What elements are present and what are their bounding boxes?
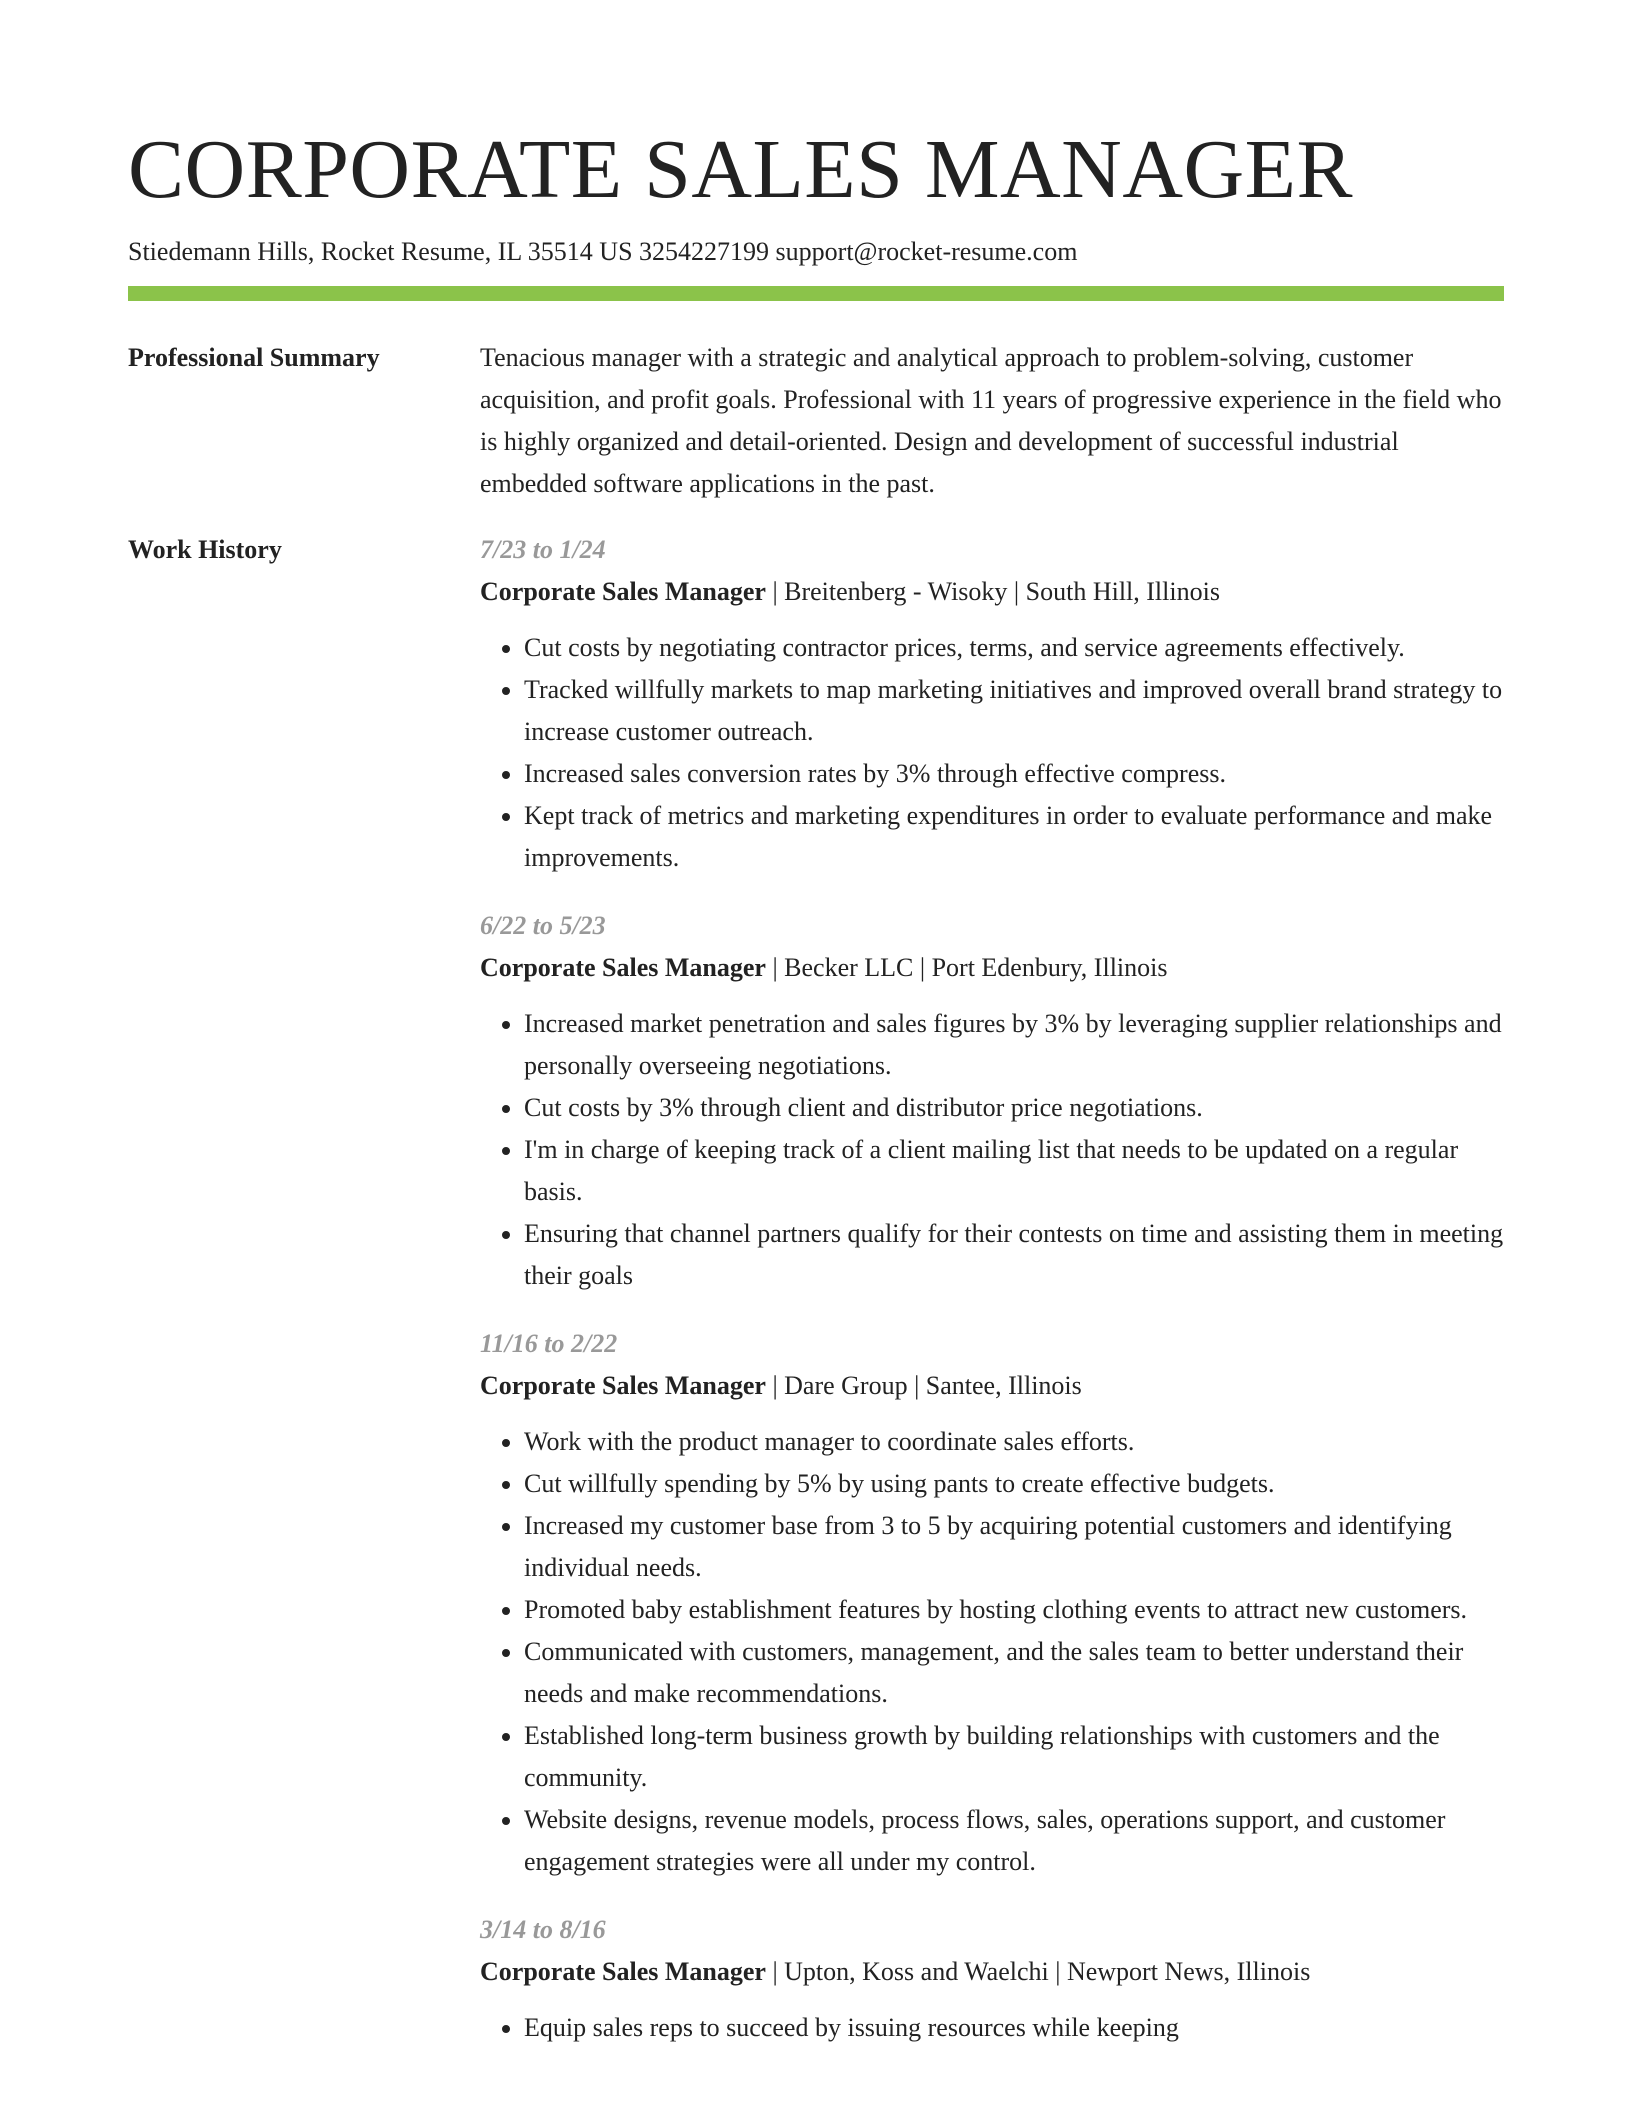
- job-bullets: [480, 1421, 1504, 1883]
- summary-text: Tenacious manager with a strategic and analytical approach to problem-solving, customer acquisition, and profit goals. Professional with 11 years of progressive experience in the field who is highly organized and detail-oriented. Design and development of successful industrial embedded software applications in the past.: [480, 343, 1502, 498]
- job-role: Corporate Sales Manager: [480, 1371, 766, 1400]
- job-company-location: | Breitenberg - Wisoky | South Hill, Illinois: [765, 577, 1220, 606]
- job-bullet: • Cut costs by negotiating contractor prices, terms, and service agreements effectively.: [524, 627, 1504, 669]
- job-bullet: • Cut costs by 3% through client and distributor price negotiations.: [524, 1087, 1504, 1129]
- job-bullet: • Work with the product manager to coordinate sales efforts.: [524, 1421, 1504, 1463]
- job-dates: 6/22 to 5/23: [480, 911, 606, 940]
- job-role: Corporate Sales Manager: [480, 577, 766, 606]
- job-title-line: [480, 571, 1504, 613]
- contact-info: Stiedemann Hills, Rocket Resume, IL 35514 US 3254227199 support@rocket-resume.com: [128, 237, 1078, 266]
- job-bullet: • Website designs, revenue models, process flows, sales, operations support, and customer engagement strategies were all under my control.: [524, 1799, 1504, 1883]
- job-company-location: | Becker LLC | Port Edenbury, Illinois: [765, 953, 1168, 982]
- job-entry: [480, 1323, 1504, 1883]
- job-title-line: [480, 947, 1504, 989]
- job-list: [480, 537, 1504, 2083]
- summary-label: Professional Summary: [128, 343, 380, 372]
- job-dates: 7/23 to 1/24: [480, 535, 606, 564]
- job-bullet: • Cut willfully spending by 5% by using pants to create effective budgets.: [524, 1463, 1504, 1505]
- job-entry: [480, 905, 1504, 1297]
- job-role: Corporate Sales Manager: [480, 1957, 766, 1986]
- work-history-label: Work History: [128, 535, 282, 564]
- job-bullet: • Increased my customer base from 3 to 5 by acquiring potential customers and identifying individual needs.: [524, 1505, 1504, 1589]
- job-entry: [480, 1909, 1504, 2049]
- job-bullet: • Increased market penetration and sales figures by 3% by leveraging supplier relationships and personally overseeing negotiations.: [524, 1003, 1504, 1087]
- summary-section: [128, 345, 1504, 505]
- job-bullet: • Established long-term business growth by building relationships with customers and the community.: [524, 1715, 1504, 1799]
- job-dates: 11/16 to 2/22: [480, 1329, 618, 1358]
- job-title-line: [480, 1951, 1504, 1993]
- work-history-section: [128, 537, 1504, 2083]
- job-entry: [480, 529, 1504, 879]
- resume-title: CORPORATE SALES MANAGER: [128, 123, 1353, 216]
- job-bullet: • Kept track of metrics and marketing expenditures in order to evaluate performance and make improvements.: [524, 795, 1504, 879]
- job-bullets: [480, 2007, 1504, 2049]
- job-bullet: • Ensuring that channel partners qualify for their contests on time and assisting them in meeting their goals: [524, 1213, 1504, 1297]
- job-role: Corporate Sales Manager: [480, 953, 766, 982]
- job-company-location: | Upton, Koss and Waelchi | Newport News, Illinois: [765, 1957, 1311, 1986]
- job-bullet: • I'm in charge of keeping track of a client mailing list that needs to be updated on a regular basis.: [524, 1129, 1504, 1213]
- job-dates: 3/14 to 8/16: [480, 1915, 606, 1944]
- job-bullet: • Tracked willfully markets to map marketing initiatives and improved overall brand strategy to increase customer outreach.: [524, 669, 1504, 753]
- job-bullets: [480, 627, 1504, 879]
- job-bullet: • Equip sales reps to succeed by issuing resources while keeping: [524, 2007, 1504, 2049]
- job-bullet: • Promoted baby establishment features by hosting clothing events to attract new customers.: [524, 1589, 1504, 1631]
- job-bullets: [480, 1003, 1504, 1297]
- job-title-line: [480, 1365, 1504, 1407]
- header-divider: [128, 286, 1504, 301]
- resume-page: [128, 120, 1504, 2083]
- job-bullet: • Increased sales conversion rates by 3% through effective compress.: [524, 753, 1504, 795]
- job-bullet: • Communicated with customers, management, and the sales team to better understand their needs and make recommendations.: [524, 1631, 1504, 1715]
- job-company-location: | Dare Group | Santee, Illinois: [765, 1371, 1082, 1400]
